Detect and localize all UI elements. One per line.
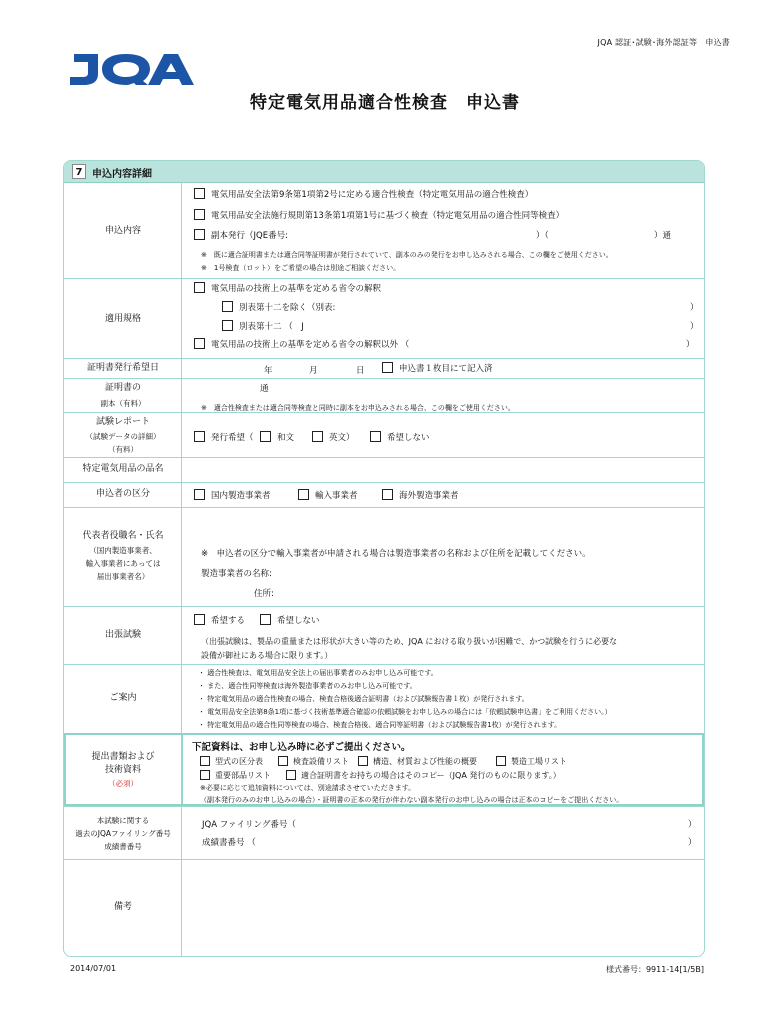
close-paren: ） [690,322,699,332]
label-test-report-sub1: （試験データの詳細） [85,432,161,441]
option-copy-issue[interactable]: 副本発行（JQE番号: [194,229,288,241]
checkbox[interactable] [278,756,288,766]
doc-equipment-list[interactable]: 検査設備リスト [278,756,349,767]
row-divider [64,859,704,860]
checkbox[interactable] [382,362,393,373]
close-paren: ） [688,838,697,848]
label-application-content: 申込内容 [104,226,141,236]
required-note-1: ※必要に応じて追加資料については、別途請求させていただきます。 [200,784,416,792]
jqa-logo [68,52,196,86]
label-guidance: ご案内 [109,693,137,703]
row-divider [64,806,704,807]
copy-note: ※ 適合性検査または適合同等検査と同時に副本をお申込みされる場合、この欄をご使用ください。 [201,404,515,412]
option-table-12[interactable]: 別表第十二 （ J [222,320,304,332]
label-test-report: 試験レポート [95,417,150,427]
doc-model-table[interactable]: 型式の区分表 [200,756,263,767]
checkbox[interactable] [312,431,323,442]
label-applicant-type: 申込者の区分 [95,489,150,499]
required-note-2: （副本発行のみのお申し込みの場合）・証明書の正本の発行が伴わない副本発行のお申し込みの場合は正本のコピーをご提出ください。 [200,796,624,804]
doc-cert-copy[interactable]: 適合証明書をお持ちの場合はそのコピー（JQA 発行のものに限ります。） [286,770,561,781]
checkbox[interactable] [194,489,205,500]
checkbox[interactable] [286,770,296,780]
option-overseas-maker[interactable]: 海外製造事業者 [382,489,459,501]
date-year: 年 [264,366,273,376]
checkbox[interactable] [260,614,271,625]
checkbox[interactable] [358,756,368,766]
field-test-note-2: 設備が御社にある場合に限ります。） [201,651,333,660]
label-representative: 代表者役職名・氏名 [82,531,164,541]
guidance-item: ・ 電気用品安全法第8条1項に基づく技術基準適合確認の依頼試験をお申し込みの場合には「依頼試験申込書」をご利用ください。） [198,708,612,716]
content-note-2: ※ 1号検査（ロット）をご希望の場合は別途ご相談ください。 [201,264,401,272]
close-paren: ） [688,820,697,830]
doc-structure-overview[interactable]: 構造、材質および性能の概要 [358,756,477,767]
option-exclude-table-12[interactable]: 別表第十二を除く（別表: [222,301,335,313]
label-cert-copy-sub: 副本（有料） [100,399,146,408]
option-report-none[interactable]: 希望しない [370,431,430,443]
checkbox[interactable] [194,209,205,220]
representative-note: ※ 申込者の区分で輸入事業者が申請される場合は製造事業者の名称および住所を記載してください。 [201,549,591,559]
label-product-name: 特定電気用品の品名 [82,464,164,474]
label-rep-sub-2: 輸入事業者にあっては [85,559,161,568]
checkbox[interactable] [382,489,393,500]
option-equivalent-inspection[interactable]: 電気用品安全法施行規則第13条第1項第1号に基づく検査（特定電気用品の適合性同等検査） [194,209,564,221]
checkbox[interactable] [260,431,271,442]
guidance-item: ・ また、適合性同等検査は海外製造事業者のみお申し込み可能です。 [198,682,417,690]
checkbox[interactable] [194,431,205,442]
page-title: 特定電気用品適合性検査 申込書 [250,93,520,113]
filing-number-label: JQA ファイリング番号（ [202,820,296,830]
label-filing-2: 過去のJQAファイリング番号 [75,829,171,838]
checkbox[interactable] [194,229,205,240]
label-required-docs-1: 提出書類および [91,752,155,762]
date-day: 日 [356,366,365,376]
checkbox[interactable] [298,489,309,500]
guidance-item: ・ 特定電気用品の適合性同等検査の場合、検査合格後、適合同等証明書（および試験報告書1枚）が発行されます。 [198,721,562,729]
application-form [63,160,705,957]
checkbox[interactable] [194,282,205,293]
field-test-note-1: （出張試験は、製品の重量または形状が大きい等のため、JQA における取り扱いが困難で、かつ試験を行うに必要な [201,637,618,646]
option-report-issue[interactable]: 発行希望（ [194,431,254,443]
option-field-test-no[interactable]: 希望しない [260,614,320,626]
label-field-test: 出張試験 [104,630,141,640]
option-standard-main[interactable]: 電気用品の技術上の基準を定める省令の解釈 [194,282,381,294]
label-cert-date: 証明書発行希望日 [86,363,159,373]
label-rep-sub-3: 届出事業者名） [96,572,150,581]
copy-count-unit: 通 [260,384,269,394]
close-paren: ） [690,303,699,313]
close-paren: ） [686,340,695,350]
checkbox[interactable] [222,320,233,331]
row-divider [64,278,704,279]
guidance-item: ・ 特定電気用品の適合性検査の場合、検査合格後適合証明書（および試験報告書１枚）が発行されます。 [198,695,529,703]
checkbox[interactable] [194,338,205,349]
row-divider [64,482,704,483]
checkbox[interactable] [370,431,381,442]
section-title: 申込内容詳細 [92,169,152,180]
checkbox[interactable] [496,756,506,766]
section-number: 7 [72,164,86,179]
doc-factory-list[interactable]: 製造工場リスト [496,756,567,767]
row-divider [64,457,704,458]
copy-unit: ）通 [654,231,672,241]
option-report-japanese[interactable]: 和文 [260,431,294,443]
footer-date: 2014/07/01 [70,964,117,973]
report-number-label: 成績書番号 （ [202,838,256,848]
label-cert-copy: 証明書の [104,383,141,393]
label-required-docs-2: 技術資料 [104,765,141,775]
option-importer[interactable]: 輸入事業者 [298,489,358,501]
label-filing-3: 成績書番号 [104,842,142,851]
required-docs-heading: 下記資料は、お申し込み時に必ずご提出ください。 [192,742,411,753]
required-mark: （必須） [108,779,138,788]
label-test-report-sub2: （有料） [108,445,138,454]
checkbox[interactable] [194,188,205,199]
header-note: JQA 認証･試験･海外認証等 申込書 [597,38,730,47]
copy-paren-open: ）（ [536,231,549,241]
row-divider [64,378,704,379]
checkbox[interactable] [200,756,210,766]
option-domestic-maker[interactable]: 国内製造事業者 [194,489,271,501]
date-month: 月 [309,366,318,376]
label-remarks: 備考 [113,902,132,912]
option-report-english[interactable]: 英文） [312,431,355,443]
checkbox[interactable] [200,770,210,780]
doc-parts-list[interactable]: 重要部品リスト [200,770,271,781]
maker-address-label: 住所: [254,589,274,599]
section-header [64,161,704,183]
content-note-1: ※ 既に適合証明書または適合同等証明書が発行されていて、副本のみの発行をお申し込みされる場合、この欄をご使用ください。 [201,251,613,259]
option-standard-other[interactable]: 電気用品の技術上の基準を定める省令の解釈以外 （ [194,338,409,350]
label-filing-1: 本試験に関する [96,816,150,825]
maker-name-label: 製造事業者の名称: [201,569,272,579]
option-first-page[interactable]: 申込書１枚目にて記入済 [382,362,493,374]
row-divider [64,606,704,607]
label-applicable-standards: 適用規格 [104,314,141,324]
option-conformity-inspection[interactable]: 電気用品安全法第9条第1項第2号に定める適合性検査（特定電気用品の適合性検査） [194,188,533,200]
row-divider [64,664,704,665]
row-divider [64,358,704,359]
row-divider [64,507,704,508]
guidance-item: ・ 適合性検査は、電気用品安全法上の届出事業者のみお申し込み可能です。 [198,669,438,677]
checkbox[interactable] [222,301,233,312]
checkbox[interactable] [194,614,205,625]
option-field-test-yes[interactable]: 希望する [194,614,245,626]
label-rep-sub-1: （国内製造事業者、 [89,546,157,555]
footer-form-number: 様式番号：9911-14[1/5B] [605,965,704,974]
